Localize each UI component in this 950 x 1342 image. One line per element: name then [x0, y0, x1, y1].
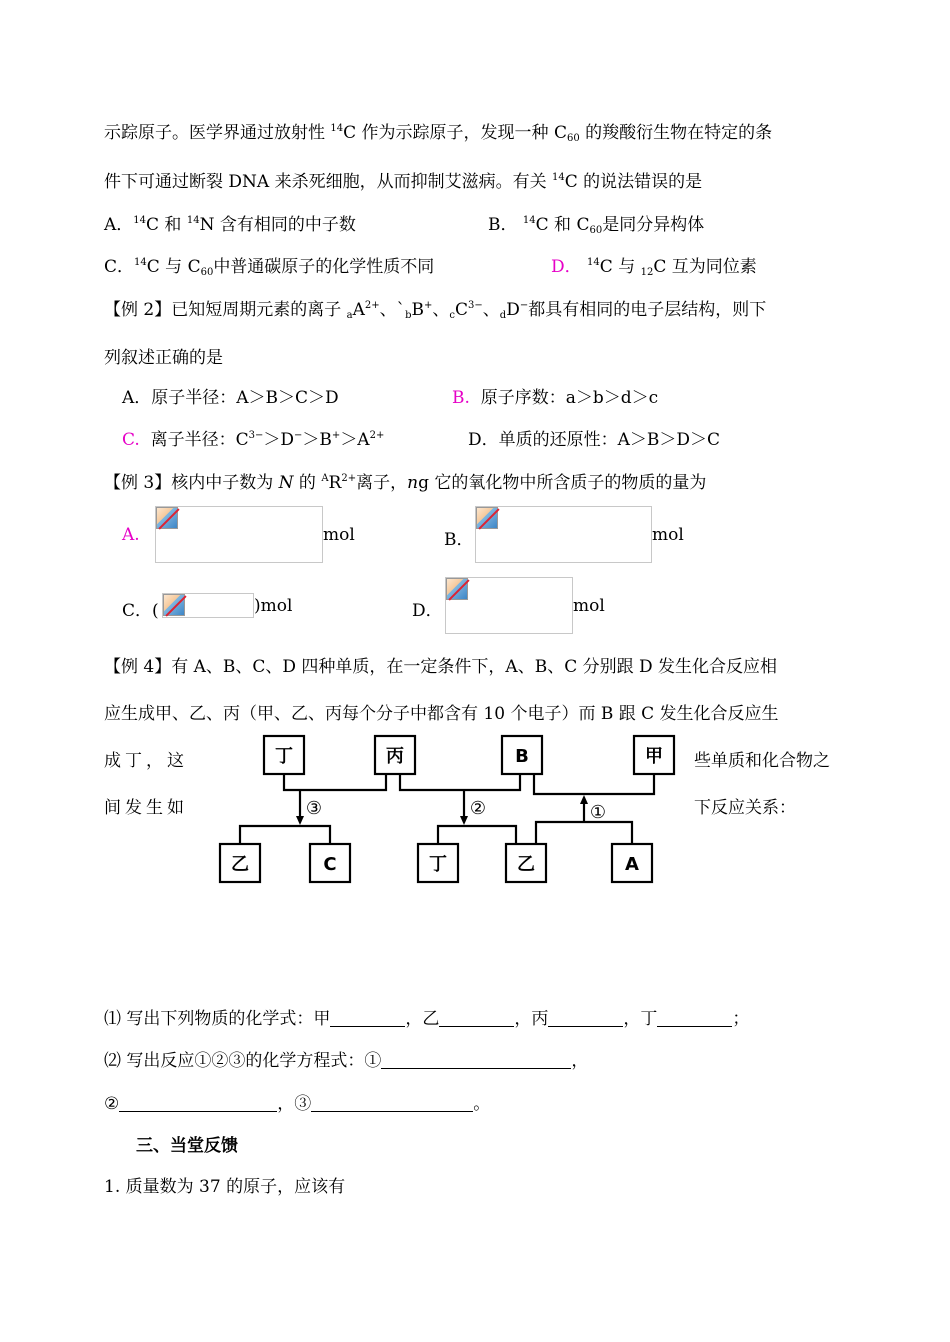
- q1-option-c: C．$^{14}$C 与 $C_{60}$中普通碳原子的化学性质不同: [104, 257, 435, 278]
- connector-1-top: [534, 774, 654, 794]
- arrowhead-3: [296, 816, 304, 825]
- question-2-line-2: ② ，③ 。: [104, 1094, 491, 1114]
- formula-image-c: [162, 593, 254, 618]
- q1-option-d: D． $^{14}$C 与 $_{12}$C 互为同位素: [551, 257, 757, 278]
- broken-image-icon: [163, 594, 185, 616]
- formula-image-b: [475, 506, 652, 563]
- ex2-line-2: 列叙述正确的是: [104, 348, 223, 368]
- ex3-line: 【例 3】核内中子数为 N 的 $^AR^{2+}$离子，ng 它的氧化物中所含质子的物质的量为: [104, 473, 707, 493]
- formula-image-d: [445, 577, 573, 634]
- ex4-line-4-right: 下反应关系：: [694, 798, 796, 818]
- q1-option-b: B． $^{14}$C 和 $C_{60}$是同分异构体: [488, 215, 705, 236]
- connector-1-bottom: [536, 822, 632, 844]
- question-1: ⑴ 写出下列物质的化学式：甲 ，乙 ，丙 ，丁 ；: [104, 1009, 750, 1029]
- connector-2-bottom: [438, 826, 516, 844]
- connector-3-top: [284, 774, 386, 790]
- ex4-line-3-left: 成丁，这: [104, 751, 188, 771]
- q1-option-a: A．$^{14}$C 和 $^{14}$N 含有相同的中子数: [104, 215, 356, 235]
- label-yi-bottom-1: 乙: [231, 854, 249, 875]
- arrowhead-2: [460, 816, 468, 825]
- reaction-number-3: ③: [305, 798, 323, 819]
- answer-blank-yi[interactable]: [439, 1010, 514, 1027]
- para-line-2: 件下可通过断裂 DNA 来杀死细胞，从而抑制艾滋病。有关 $^{14}$C 的说法错误的是: [104, 172, 703, 192]
- broken-image-icon: [156, 507, 178, 529]
- reaction-number-2: ②: [469, 798, 487, 819]
- ex3-option-c-unit: )mol: [254, 596, 293, 616]
- answer-blank-bing[interactable]: [548, 1010, 623, 1027]
- ex3-option-d-label: D．: [412, 601, 443, 621]
- answer-blank-eq3[interactable]: [311, 1095, 473, 1112]
- ex3-option-c-label: C．(: [122, 601, 159, 621]
- label-c-bottom: C: [323, 854, 337, 875]
- label-ding-bottom: 丁: [429, 854, 447, 875]
- section-title: 三、当堂反馈: [136, 1136, 238, 1156]
- broken-image-icon: [446, 578, 468, 600]
- connector-3-bottom: [240, 826, 330, 844]
- question-2: ⑵ 写出反应①②③的化学方程式：① ，: [104, 1051, 589, 1071]
- ex2-option-c: C. 离子半径：$C^{3-}>D^->B^+>A^{2+}$: [122, 430, 385, 450]
- feedback-item-1: 1. 质量数为 37 的原子，应该有: [104, 1177, 346, 1197]
- ex4-line-4-left: 间发生如: [104, 798, 188, 818]
- ex2-option-b: B. 原子序数：a＞b＞d＞c: [452, 388, 659, 408]
- ex3-option-a-label: A.: [122, 525, 140, 545]
- reaction-diagram: [200, 728, 680, 890]
- ex3-option-b-label: B．: [444, 530, 474, 550]
- label-jia-top: 甲: [645, 746, 663, 767]
- label-yi-bottom-2: 乙: [517, 854, 535, 875]
- answer-blank-eq1[interactable]: [381, 1052, 571, 1069]
- label-bing-top: 丙: [386, 746, 404, 767]
- para-line-1: 示踪原子。医学界通过放射性 $^{14}$C 作为示踪原子，发现一种 $C_{60}$ 的羧酸衍生物在特定的条: [104, 123, 773, 144]
- label-ding-top: 丁: [275, 746, 293, 767]
- ex4-line-3-right: 些单质和化合物之: [694, 751, 830, 771]
- ex2-option-a: A．原子半径：A＞B＞C＞D: [122, 388, 339, 408]
- ex3-option-a-unit: mol: [323, 525, 355, 545]
- ex2-line-1: 【例 2】已知短周期元素的离子 $_aA^{2+}$、$`_bB^+$、$_cC^{3-}$、$_d$D−都具有相同的电子层结构，则下: [104, 300, 767, 321]
- ex3-option-d-unit: mol: [573, 596, 605, 616]
- answer-blank-eq2[interactable]: [119, 1095, 277, 1112]
- broken-image-icon: [476, 507, 498, 529]
- ex4-line-2: 应生成甲、乙、丙（甲、乙、丙每个分子中都含有 10 个电子）而 B 跟 C 发生化合反应生: [104, 704, 779, 724]
- connector-2-top: [400, 774, 520, 790]
- label-a-bottom: A: [625, 854, 639, 875]
- ex2-option-d: D．单质的还原性：A＞B＞D＞C: [468, 430, 721, 450]
- formula-image-a: [155, 506, 323, 563]
- ex4-line-1: 【例 4】有 A、B、C、D 四种单质，在一定条件下，A、B、C 分别跟 D 发生化合反应相: [104, 657, 778, 677]
- ex3-option-b-unit: mol: [652, 525, 684, 545]
- reaction-number-1: ①: [589, 802, 607, 823]
- answer-blank-jia[interactable]: [330, 1010, 405, 1027]
- arrowhead-1: [580, 795, 588, 804]
- answer-blank-ding[interactable]: [657, 1010, 732, 1027]
- label-b-top: B: [515, 746, 529, 767]
